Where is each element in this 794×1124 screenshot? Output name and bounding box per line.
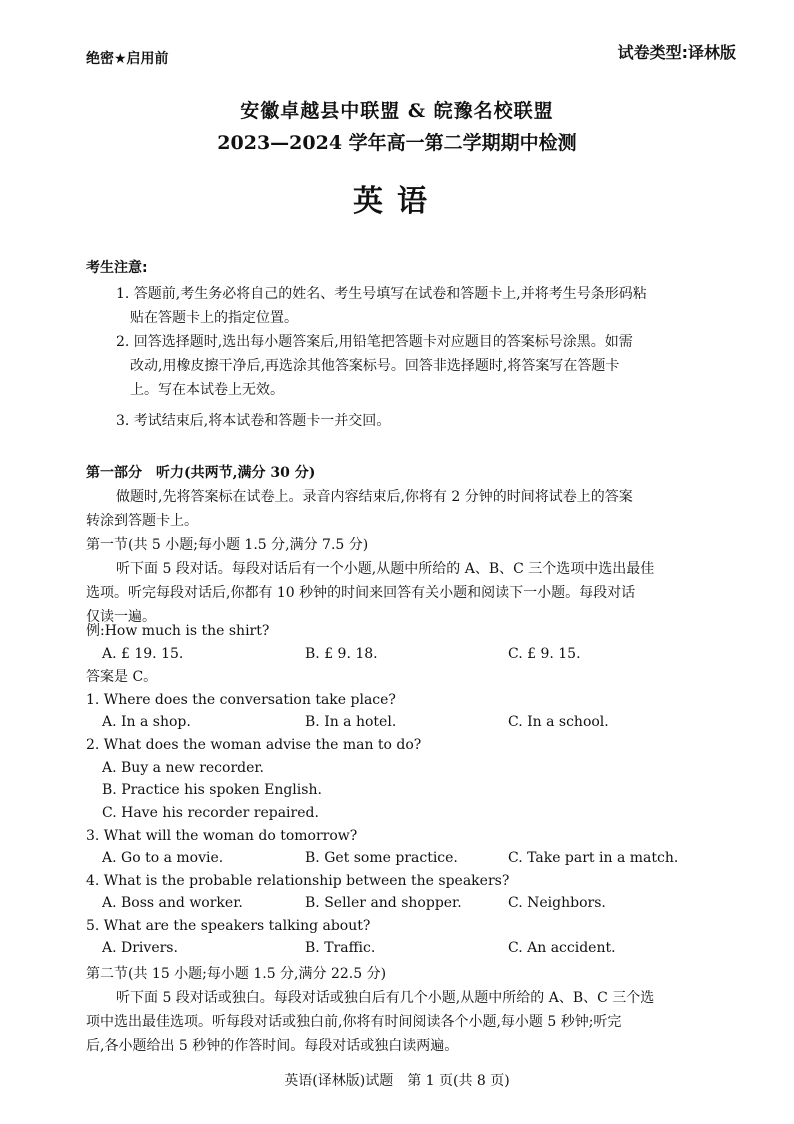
q2-option-c: C. Have his recorder repaired. — [102, 805, 319, 821]
example-question: 例:How much is the shirt? — [86, 623, 270, 639]
question-1: 1. Where does the conversation take place? — [86, 692, 396, 708]
notice-line: 贴在答题卡上的指定位置。 — [130, 310, 298, 326]
q3-option-c: C. Take part in a match. — [508, 850, 679, 866]
section2-intro-line: 后,各小题给出 5 秒钟的作答时间。每段对话或独白读两遍。 — [86, 1038, 459, 1054]
section1-intro-line: 听下面 5 段对话。每段对话后有一个小题,从题中所给的 A、B、C 三个选项中选出最佳 — [116, 561, 655, 577]
notice-line: 上。写在本试卷上无效。 — [130, 382, 284, 398]
notice-line: 3. 考试结束后,将本试卷和答题卡一并交回。 — [116, 413, 391, 429]
q4-option-c: C. Neighbors. — [508, 895, 606, 911]
question-5: 5. What are the speakers talking about? — [86, 918, 371, 934]
part1-heading: 第一部分 听力(共两节,满分 30 分) — [86, 465, 316, 481]
q5-option-b: B. Traffic. — [305, 940, 376, 956]
q5-option-a: A. Drivers. — [102, 940, 178, 956]
example-option-b: B. £ 9. 18. — [305, 646, 378, 662]
section1-intro-line: 仅读一遍。 — [86, 609, 156, 625]
section1-heading: 第一节(共 5 小题;每小题 1.5 分,满分 7.5 分) — [86, 537, 369, 553]
section1-intro-line: 选项。听完每段对话后,你都有 10 秒钟的时间来回答有关小题和阅读下一小题。每段对话 — [86, 585, 636, 601]
q1-option-c: C. In a school. — [508, 714, 609, 730]
subject-title: 英语 — [353, 184, 441, 219]
part1-intro-line: 做题时,先将答案标在试卷上。录音内容结束后,你将有 2 分钟的时间将试卷上的答案 — [116, 489, 633, 505]
example-answer: 答案是 C。 — [86, 669, 158, 685]
q3-option-b: B. Get some practice. — [305, 850, 458, 866]
q5-option-c: C. An accident. — [508, 940, 616, 956]
question-4: 4. What is the probable relationship between the speakers? — [86, 873, 510, 889]
q4-option-a: A. Boss and worker. — [102, 895, 243, 911]
notice-heading: 考生注意: — [86, 260, 148, 276]
section2-heading: 第二节(共 15 小题;每小题 1.5 分,满分 22.5 分) — [86, 966, 387, 982]
notice-line: 1. 答题前,考生务必将自己的姓名、考生号填写在试卷和答题卡上,并将考生号条形码粘 — [116, 286, 647, 302]
notice-line: 改动,用橡皮擦干净后,再选涂其他答案标号。回答非选择题时,将答案写在答题卡 — [130, 358, 620, 374]
exam-organization: 安徽卓越县中联盟 & 皖豫名校联盟 — [240, 100, 554, 122]
q2-option-a: A. Buy a new recorder. — [102, 760, 264, 776]
example-option-a: A. £ 19. 15. — [102, 646, 184, 662]
section2-intro-line: 项中选出最佳选项。听每段对话或独白前,你将有时间阅读各个小题,每小题 5 秒钟;听完 — [86, 1014, 622, 1030]
notice-line: 2. 回答选择题时,选出每小题答案后,用铅笔把答题卡对应题目的答案标号涂黑。如需 — [116, 334, 633, 350]
q3-option-a: A. Go to a movie. — [102, 850, 224, 866]
part1-intro-line: 转涂到答题卡上。 — [86, 513, 198, 529]
question-3: 3. What will the woman do tomorrow? — [86, 828, 358, 844]
question-2: 2. What does the woman advise the man to do? — [86, 737, 422, 753]
q1-option-a: A. In a shop. — [102, 714, 191, 730]
confidential-label: 绝密★启用前 — [86, 51, 169, 67]
q2-option-b: B. Practice his spoken English. — [102, 782, 322, 798]
q1-option-b: B. In a hotel. — [305, 714, 397, 730]
page-footer: 英语(译林版)试题 第 1 页(共 8 页) — [284, 1073, 510, 1089]
section2-intro-line: 听下面 5 段对话或独白。每段对话或独白后有几个小题,从题中所给的 A、B、C 三个选 — [116, 990, 655, 1006]
q4-option-b: B. Seller and shopper. — [305, 895, 462, 911]
example-option-c: C. £ 9. 15. — [508, 646, 581, 662]
paper-type-label: 试卷类型:译林版 — [617, 43, 736, 62]
exam-title: 2023—2024 学年高一第二学期期中检测 — [217, 132, 577, 154]
